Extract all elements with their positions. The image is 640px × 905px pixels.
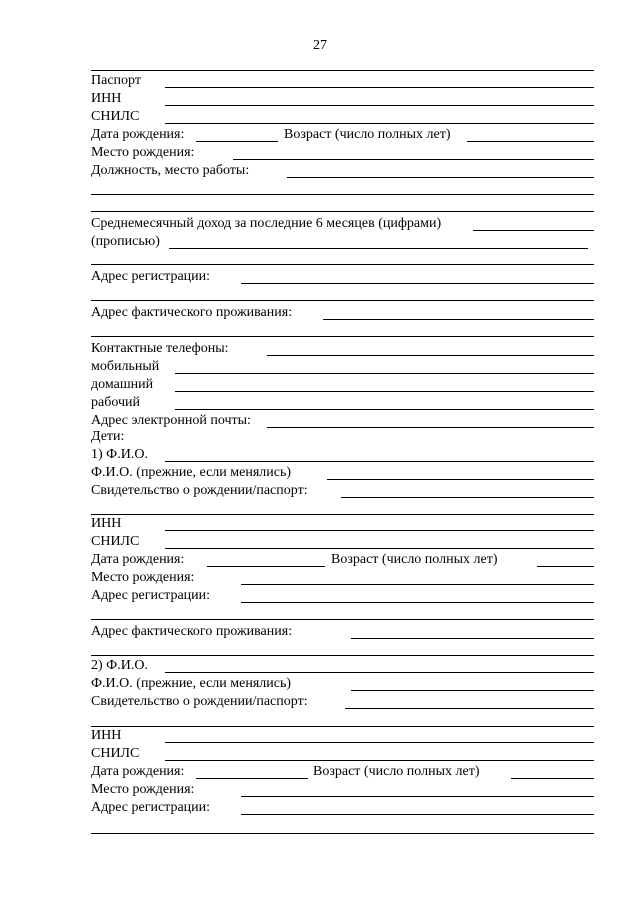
child2-snils-line[interactable] [165, 760, 594, 761]
age-label: Возраст (число полных лет) [284, 127, 451, 142]
contact-phones-field[interactable] [91, 340, 594, 358]
work-line[interactable] [175, 409, 594, 410]
child2-fio-label: 2) Ф.И.О. [91, 658, 148, 673]
fact-address-line[interactable] [323, 319, 594, 320]
child1-birth-place-label: Место рождения: [91, 570, 195, 585]
page-number: 27 [313, 38, 327, 53]
birth-place-label: Место рождения: [91, 145, 195, 160]
child1-age-label: Возраст (число полных лет) [331, 552, 498, 567]
blank-line[interactable] [91, 655, 594, 656]
child1-snils-label: СНИЛС [91, 534, 140, 549]
fact-address-field[interactable] [91, 304, 594, 322]
home-phone-field[interactable] [91, 376, 594, 394]
email-label: Адрес электронной почты: [91, 413, 251, 428]
child2-fio-prev-field[interactable] [91, 675, 594, 693]
child1-birth-place-field[interactable] [91, 569, 594, 587]
contact-phones-label: Контактные телефоны: [91, 341, 229, 356]
child2-age-line[interactable] [511, 778, 594, 779]
child1-birth-cert-line[interactable] [341, 497, 594, 498]
inn-field[interactable] [91, 90, 594, 108]
child2-snils-label: СНИЛС [91, 746, 140, 761]
child2-reg-address-field[interactable] [91, 799, 594, 817]
mobile-line[interactable] [175, 373, 594, 374]
child1-fio-line[interactable] [165, 461, 594, 462]
children-heading-row [91, 428, 594, 446]
blank-line[interactable] [91, 833, 594, 834]
child1-reg-address-field[interactable] [91, 587, 594, 605]
child1-birth-cert-field[interactable] [91, 482, 594, 500]
child1-fio-prev-label: Ф.И.О. (прежние, если менялись) [91, 465, 292, 480]
child2-snils-field[interactable] [91, 745, 594, 763]
child2-age-label: Возраст (число полных лет) [313, 764, 480, 779]
child2-inn-field[interactable] [91, 727, 594, 745]
position-work-field[interactable] [91, 162, 594, 180]
blank-line[interactable] [91, 336, 594, 337]
child2-birth-cert-line[interactable] [345, 708, 594, 709]
child1-fact-address-field[interactable] [91, 623, 594, 641]
child2-reg-address-line[interactable] [241, 814, 594, 815]
mobile-phone-field[interactable] [91, 358, 594, 376]
snils-field[interactable] [91, 108, 594, 126]
home-label: домашний [91, 377, 154, 392]
passport-field[interactable] [91, 72, 594, 90]
child1-age-line[interactable] [537, 566, 594, 567]
income-digits-field[interactable] [91, 215, 594, 233]
child1-fact-address-label: Адрес фактического проживания: [91, 624, 293, 639]
income-words-label: (прописью) [91, 234, 160, 249]
child2-birth-place-label: Место рождения: [91, 782, 195, 797]
birth-date-age-field[interactable] [91, 126, 594, 144]
child1-birth-date-label: Дата рождения: [91, 552, 185, 567]
child2-birth-cert-field[interactable] [91, 693, 594, 711]
birth-place-field[interactable] [91, 144, 594, 162]
child1-fio-prev-line[interactable] [327, 479, 594, 480]
child1-fio-prev-field[interactable] [91, 464, 594, 482]
contact-phones-line[interactable] [267, 355, 594, 356]
separator-line [91, 70, 594, 71]
child1-fio-field[interactable] [91, 446, 594, 464]
child1-birth-date-line[interactable] [207, 566, 325, 567]
income-words-line[interactable] [169, 248, 588, 249]
child2-inn-line[interactable] [165, 742, 594, 743]
passport-line[interactable] [165, 87, 594, 88]
inn-label: ИНН [91, 91, 122, 106]
children-label: Дети: [91, 429, 125, 444]
child1-inn-label: ИНН [91, 516, 122, 531]
child2-birth-date-line[interactable] [196, 778, 308, 779]
reg-address-field[interactable] [91, 268, 594, 286]
passport-label: Паспорт [91, 73, 141, 88]
birth-date-label: Дата рождения: [91, 127, 185, 142]
child1-birth-date-age-field[interactable] [91, 551, 594, 569]
income-digits-line[interactable] [473, 230, 594, 231]
income-words-field[interactable] [91, 233, 594, 251]
work-phone-field[interactable] [91, 394, 594, 412]
child1-birth-place-line[interactable] [241, 584, 594, 585]
reg-address-line[interactable] [241, 283, 594, 284]
birth-date-line[interactable] [196, 141, 278, 142]
child2-fio-line[interactable] [165, 672, 594, 673]
child2-inn-label: ИНН [91, 728, 122, 743]
child2-fio-field[interactable] [91, 657, 594, 675]
child1-snils-line[interactable] [165, 548, 594, 549]
reg-address-label: Адрес регистрации: [91, 269, 211, 284]
child2-reg-address-label: Адрес регистрации: [91, 800, 211, 815]
child2-birth-place-field[interactable] [91, 781, 594, 799]
home-line[interactable] [175, 391, 594, 392]
child1-inn-field[interactable] [91, 515, 594, 533]
work-label: рабочий [91, 395, 140, 410]
child2-fio-prev-line[interactable] [351, 690, 594, 691]
age-line[interactable] [467, 141, 594, 142]
blank-line[interactable] [91, 619, 594, 620]
child1-reg-address-label: Адрес регистрации: [91, 588, 211, 603]
child1-birth-cert-label: Свидетельство о рождении/паспорт: [91, 483, 308, 498]
snils-label: СНИЛС [91, 109, 140, 124]
position-work-label: Должность, место работы: [91, 163, 250, 178]
blank-line[interactable] [91, 194, 594, 195]
income-digits-label: Среднемесячный доход за последние 6 месяцев (цифрами) [91, 216, 442, 231]
child2-birth-date-age-field[interactable] [91, 763, 594, 781]
fact-address-label: Адрес фактического проживания: [91, 305, 293, 320]
separator-line [91, 211, 594, 212]
child2-birth-place-line[interactable] [241, 796, 594, 797]
child1-reg-address-line[interactable] [241, 602, 594, 603]
child2-fio-prev-label: Ф.И.О. (прежние, если менялись) [91, 676, 292, 691]
position-work-line[interactable] [287, 177, 594, 178]
blank-line[interactable] [91, 300, 594, 301]
mobile-label: мобильный [91, 359, 160, 374]
snils-line[interactable] [165, 123, 594, 124]
child1-inn-line[interactable] [165, 530, 594, 531]
child2-birth-date-label: Дата рождения: [91, 764, 185, 779]
child1-fact-address-line[interactable] [351, 638, 594, 639]
separator-line [91, 264, 594, 265]
birth-place-line[interactable] [233, 159, 594, 160]
inn-line[interactable] [165, 105, 594, 106]
child1-fio-label: 1) Ф.И.О. [91, 447, 148, 462]
child1-snils-field[interactable] [91, 533, 594, 551]
child2-birth-cert-label: Свидетельство о рождении/паспорт: [91, 694, 308, 709]
